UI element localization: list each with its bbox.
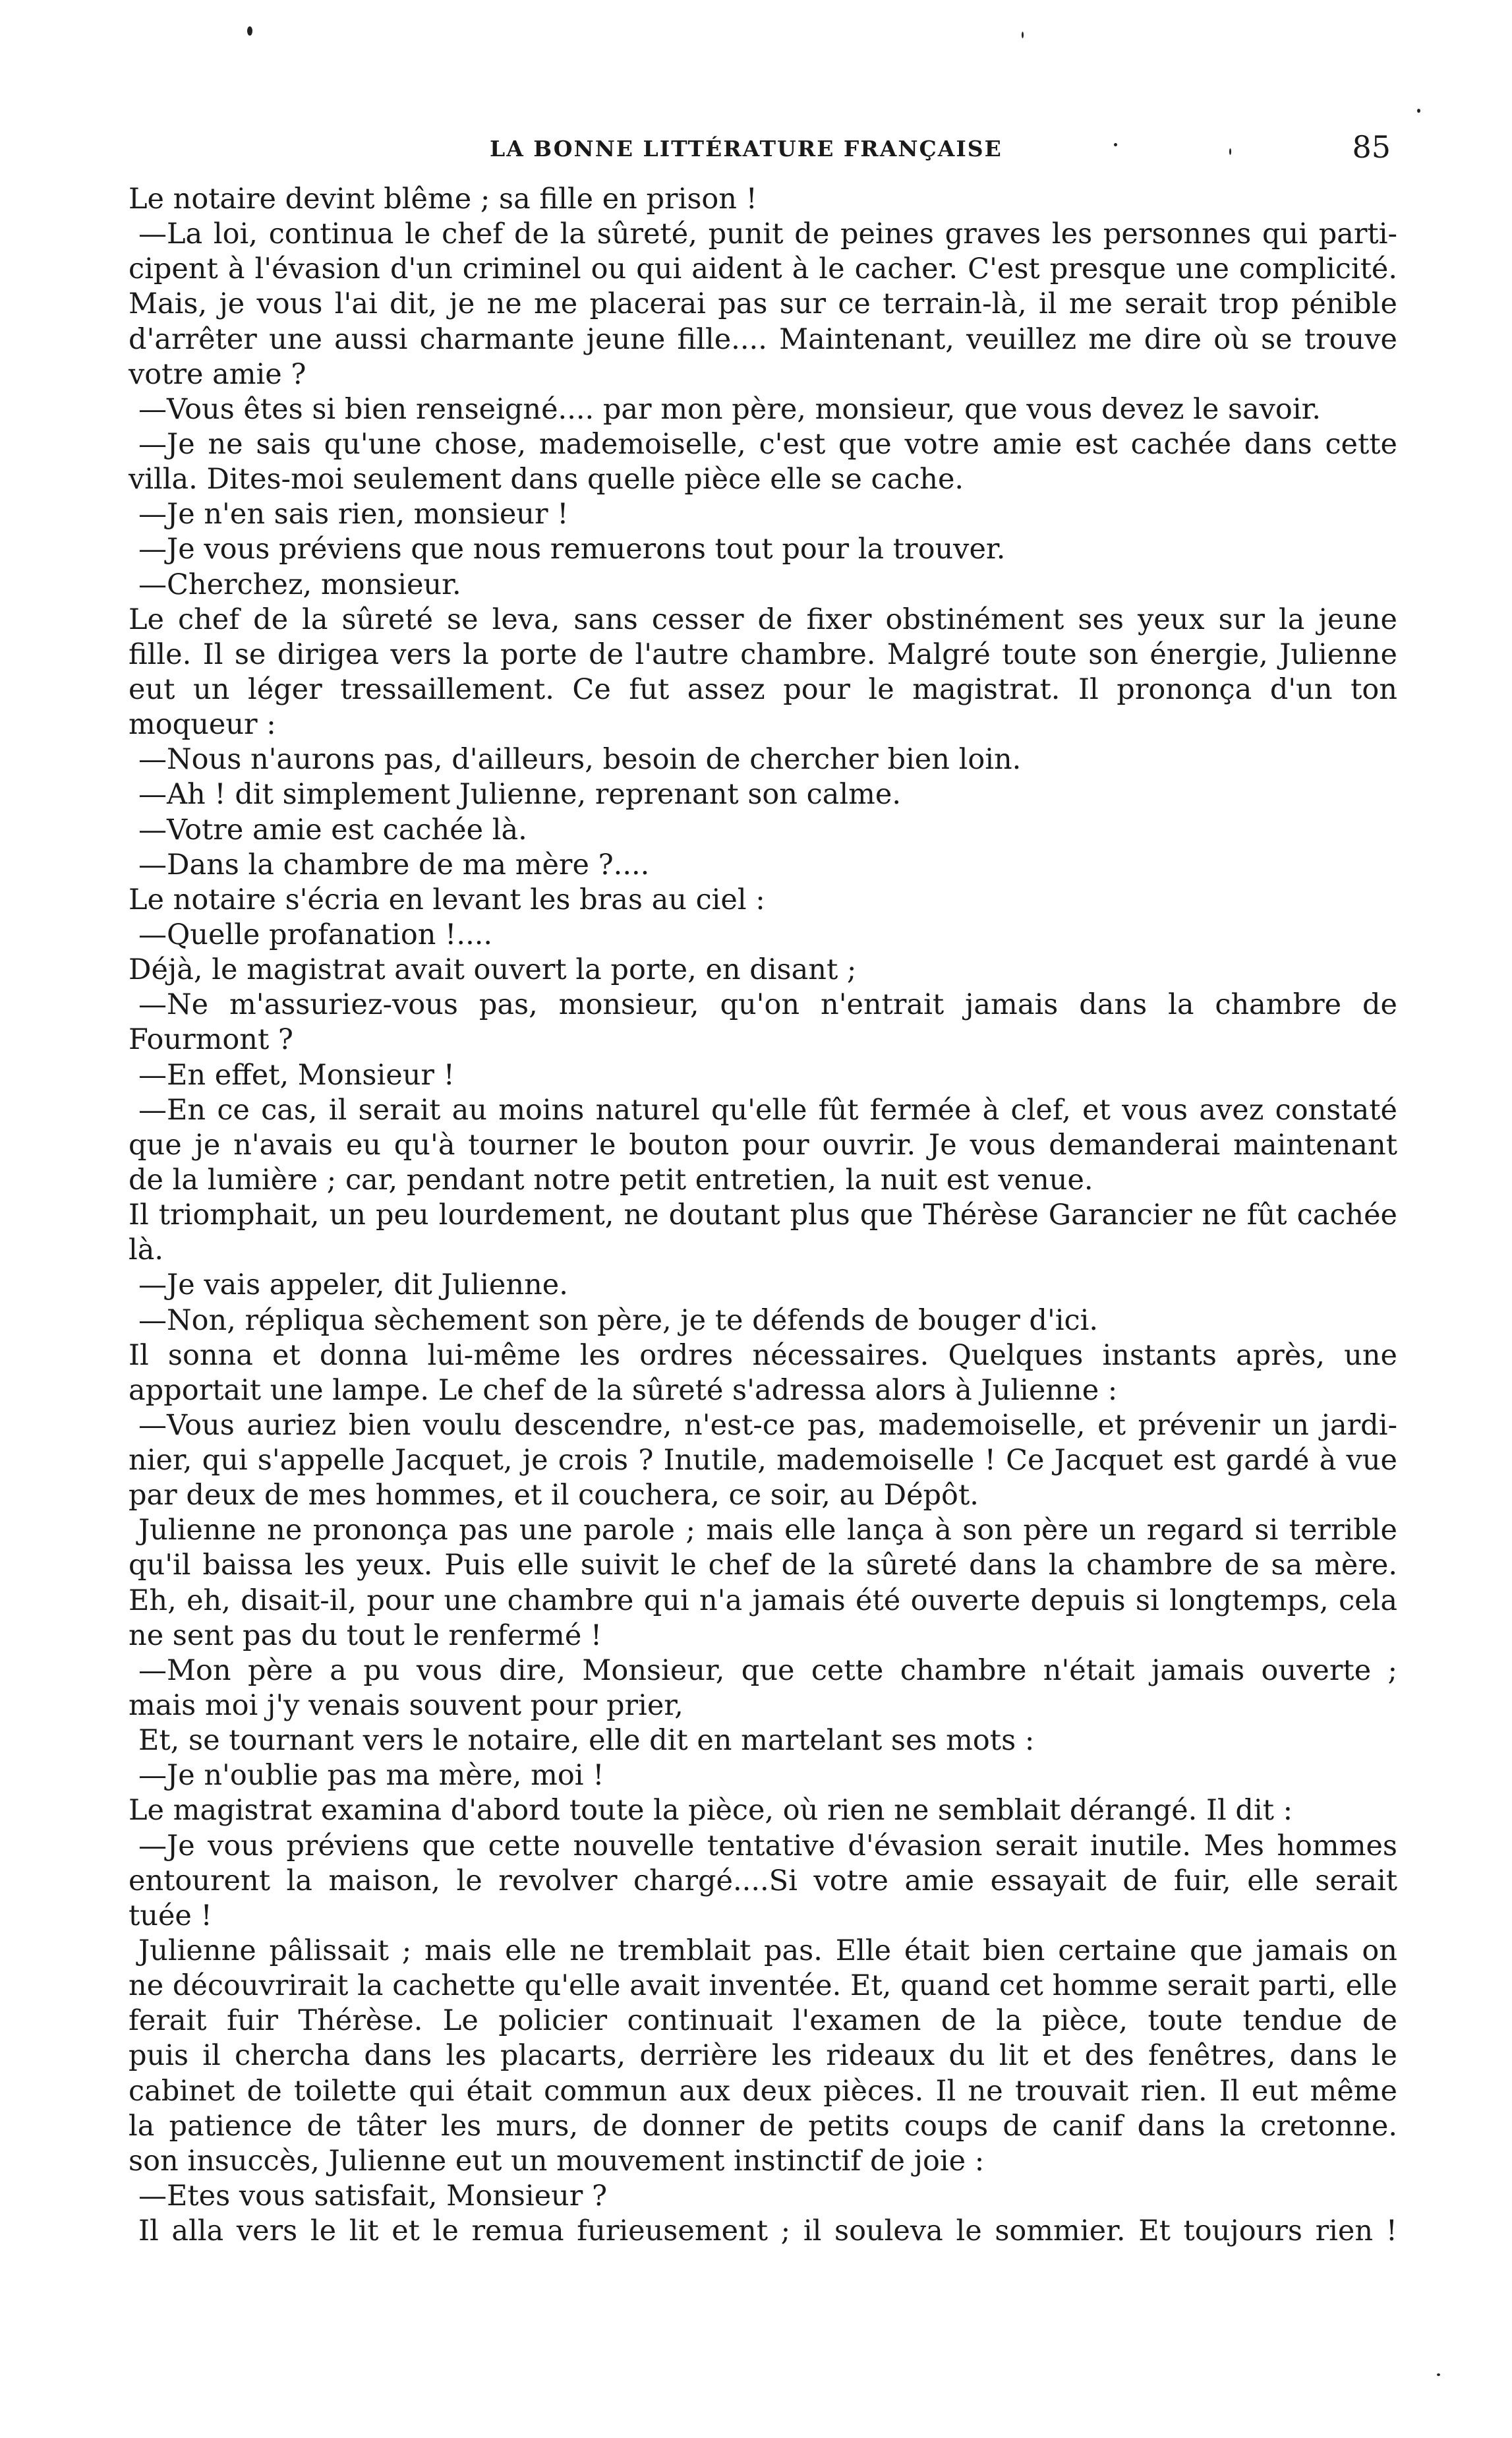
text-line: —Ah ! dit simplement Julienne, reprenant son calme. <box>138 778 902 812</box>
print-speck <box>1437 2373 1440 2376</box>
text-line: —Cherchez, monsieur. <box>138 568 461 601</box>
text-line: son insuccès, Julienne eut un mouvement instinctif de joie : <box>129 2144 985 2178</box>
text-line: —En effet, Monsieur ! <box>138 1058 455 1092</box>
text-line: apportait une lampe. Le chef de la sûreté s'adressa alors à Julienne : <box>129 1373 1118 1407</box>
print-speck <box>1417 109 1420 113</box>
text-line: d'arrêter une aussi charmante jeune fille.... Maintenant, veuillez me dire où se trouve <box>129 322 1397 356</box>
text-line: cabinet de toilette qui était commun aux deux pièces. Il ne trouvait rien. Il eut même <box>129 2074 1397 2108</box>
text-line: Eh, eh, disait-il, pour une chambre qui n'a jamais été ouverte depuis si longtemps, cela <box>129 1584 1397 1617</box>
text-line: puis il chercha dans les placarts, derrière les rideaux du lit et des fenêtres, dans le <box>129 2039 1397 2073</box>
text-line: de la lumière ; car, pendant notre petit entretien, la nuit est venue. <box>129 1163 1093 1197</box>
body-text <box>129 182 1397 2249</box>
print-speck <box>1022 32 1024 38</box>
text-line: moqueur : <box>129 708 276 742</box>
text-line: —Je n'en sais rien, monsieur ! <box>138 498 569 531</box>
text-line: nier, qui s'appelle Jacquet, je crois ? Inutile, mademoiselle ! Ce Jacquet est gardé à vue <box>129 1444 1397 1477</box>
text-line: —Mon père a pu vous dire, Monsieur, que cette chambre n'était jamais ouverte ; <box>138 1653 1397 1687</box>
running-title: LA BONNE LITTÉRATURE FRANÇAISE <box>490 136 1003 162</box>
text-line: —Dans la chambre de ma mère ?.... <box>138 848 650 881</box>
text-line: fille. Il se dirigea vers la porte de l'autre chambre. Malgré toute son énergie, Julienne <box>129 638 1397 671</box>
text-line: —Non, répliqua sèchement son père, je te défends de bouger d'ici. <box>138 1303 1099 1337</box>
text-line: —Vous êtes si bien renseigné.... par mon père, monsieur, que vous devez le savoir. <box>138 392 1322 426</box>
text-line: Il sonna et donna lui-même les ordres nécessaires. Quelques instants après, une <box>129 1338 1397 1372</box>
text-line: —Je vous préviens que cette nouvelle tentative d'évasion serait inutile. Mes hommes <box>138 1829 1397 1862</box>
text-line: par deux de mes hommes, et il couchera, ce soir, au Dépôt. <box>129 1479 979 1512</box>
text-line: entourent la maison, le revolver chargé....Si votre amie essayait de fuir, elle serait <box>129 1864 1397 1897</box>
page-header <box>129 129 1397 175</box>
text-line: Il alla vers le lit et le remua furieusement ; il souleva le sommier. Et toujours rien ! <box>138 2215 1397 2248</box>
text-line: —La loi, continua le chef de la sûreté, punit de peines graves les personnes qui parti- <box>138 218 1397 251</box>
text-line: que je n'avais eu qu'à tourner le bouton pour ouvrir. Je vous demanderai maintenant <box>129 1128 1397 1162</box>
text-line: —Nous n'aurons pas, d'ailleurs, besoin de chercher bien loin. <box>138 743 1022 777</box>
text-line: cipent à l'évasion d'un criminel ou qui aident à le cacher. C'est presque une complicité. <box>129 253 1397 286</box>
text-line: qu'il baissa les yeux. Puis elle suivit le chef de la sûreté dans la chambre de sa mère. <box>129 1549 1397 1582</box>
text-line: Mais, je vous l'ai dit, je ne me placerai pas sur ce terrain-là, il me serait trop pénible <box>129 287 1397 321</box>
text-line: Julienne pâlissait ; mais elle ne tremblait pas. Elle était bien certaine que jamais on <box>138 1934 1397 1968</box>
text-line: Et, se tournant vers le notaire, elle dit en martelant ses mots : <box>138 1724 1035 1758</box>
text-line: la patience de tâter les murs, de donner de petits coups de canif dans la cretonne. <box>129 2109 1397 2143</box>
page-number: 85 <box>1352 129 1391 165</box>
text-line: —Quelle profanation !.... <box>138 918 493 951</box>
text-line: Fourmont ? <box>129 1023 293 1057</box>
text-line: Déjà, le magistrat avait ouvert la porte, en disant ; <box>129 953 857 987</box>
text-line: Le notaire devint blême ; sa fille en prison ! <box>129 183 757 216</box>
text-line: Il triomphait, un peu lourdement, ne doutant plus que Thérèse Garancier ne fût cachée <box>129 1199 1397 1232</box>
text-line: tuée ! <box>129 1899 212 1932</box>
text-line: —Etes vous satisfait, Monsieur ? <box>138 2180 608 2213</box>
text-line: là. <box>129 1234 164 1267</box>
text-line: —Je ne sais qu'une chose, mademoiselle, c'est que votre amie est cachée dans cette <box>138 427 1397 461</box>
text-line: —Je n'oublie pas ma mère, moi ! <box>138 1759 604 1793</box>
text-line: —Je vous préviens que nous remuerons tout pour la trouver. <box>138 533 1006 566</box>
text-line: Le notaire s'écria en levant les bras au ciel : <box>129 883 765 916</box>
text-line: —En ce cas, il serait au moins naturel qu'elle fût fermée à clef, et vous avez constaté <box>138 1093 1397 1127</box>
text-line: eut un léger tressaillement. Ce fut assez pour le magistrat. Il prononça d'un ton <box>129 672 1397 706</box>
text-line: villa. Dites-moi seulement dans quelle pièce elle se cache. <box>129 463 964 496</box>
text-line: votre amie ? <box>129 357 306 391</box>
text-line: ferait fuir Thérèse. Le policier continuait l'examen de la pièce, toute tendue de <box>129 2004 1397 2038</box>
text-line: Le magistrat examina d'abord toute la pièce, où rien ne semblait dérangé. Il dit : <box>129 1794 1293 1828</box>
text-line: mais moi j'y venais souvent pour prier, <box>129 1689 683 1723</box>
text-line: —Je vais appeler, dit Julienne. <box>138 1268 568 1302</box>
text-line: ne découvrirait la cachette qu'elle avait inventée. Et, quand cet homme serait parti, elle <box>129 1969 1397 2003</box>
text-line: Le chef de la sûreté se leva, sans cesser de fixer obstinément ses yeux sur la jeune <box>129 603 1397 636</box>
text-line: —Ne m'assuriez-vous pas, monsieur, qu'on n'entrait jamais dans la chambre de <box>138 988 1397 1022</box>
text-line: —Votre amie est cachée là. <box>138 813 527 847</box>
text-line: ne sent pas du tout le renfermé ! <box>129 1619 602 1652</box>
print-speck <box>247 26 252 36</box>
text-line: Julienne ne prononça pas une parole ; mais elle lança à son père un regard si terrible <box>138 1514 1397 1547</box>
text-line: —Vous auriez bien voulu descendre, n'est-ce pas, mademoiselle, et prévenir un jardi- <box>138 1408 1397 1442</box>
